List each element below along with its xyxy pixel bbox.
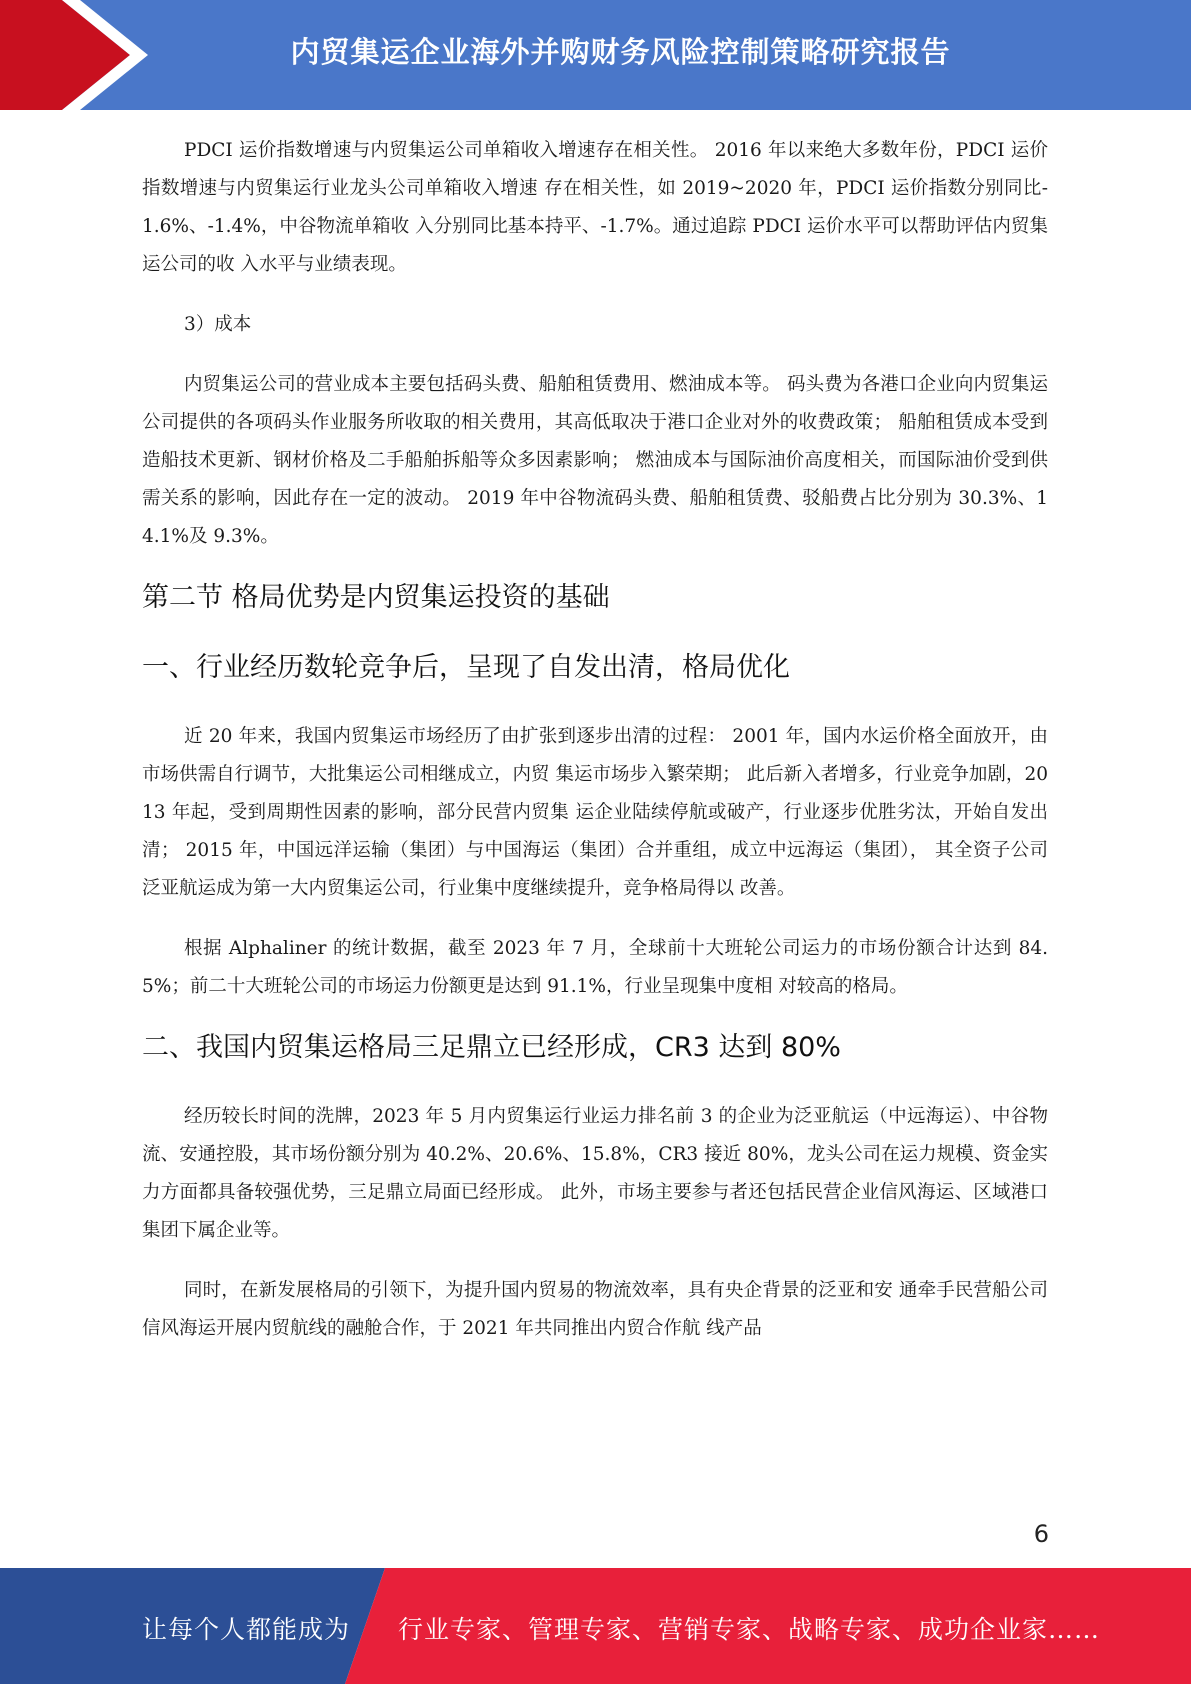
page-header — [0, 0, 1191, 110]
paragraph-cost: 内贸集运公司的营业成本主要包括码头费、船舶租赁费用、燃油成本等。 码头费为各港口企业向内贸集运公司提供的各项码头作业服务所收取的相关费用，其高低取决于港口企业对外的收费政策； 船舶租赁成本受到造船技术更新、钢材价格及二手船舶拆船等众多因素影响； 燃油成本与国际油价高度相关，而国际油价受到供需关系的影响，因此存在一定的波动。 2019 年中谷物流码头费、船舶租赁费、驳船费占比分别为 30.3%、14.1%及 9.3%。 — [142, 374, 1048, 547]
paragraph-pdci: PDCI 运价指数增速与内贸集运公司单箱收入增速存在相关性。 2016 年以来绝大多数年份，PDCI 运价指数增速与内贸集运行业龙头公司单箱收入增速 存在相关性，如 2019~2020 年，PDCI 运价指数分别同比-1.6%、-1.4%，中谷物流单箱收 入分别同比基本持平、-1.7%。通过追踪 PDCI 运价水平可以帮助评估内贸集运公司的收 入水平与业绩表现。 — [142, 140, 1048, 275]
footer-slogan-left: 让每个人都能成为 — [142, 1615, 351, 1644]
paragraph-alphaliner: 根据 Alphaliner 的统计数据，截至 2023 年 7 月，全球前十大班轮公司运力的市场份额合计达到 84.5%；前二十大班轮公司的市场运力份额更是达到 91.1%，行业呈现集中度相 对较高的格局。 — [142, 938, 1048, 997]
page-content — [142, 132, 1048, 1348]
page-footer — [0, 1568, 1191, 1684]
footer-slogan-right: 行业专家、管理专家、营销专家、战略专家、成功企业家…… — [398, 1615, 1101, 1644]
heading-two: 二、我国内贸集运格局三足鼎立已经形成，CR3 达到 80% — [142, 1032, 841, 1063]
paragraph-cooperation: 同时，在新发展格局的引领下，为提升国内贸易的物流效率，具有央企背景的泛亚和安 通牵手民营船公司信风海运开展内贸航线的融舱合作，于 2021 年共同推出内贸合作航 线产品 — [142, 1280, 1048, 1339]
paragraph-cr3: 经历较长时间的洗牌，2023 年 5 月内贸集运行业运力排名前 3 的企业为泛亚航运（中远海运）、中谷物流、安通控股，其市场份额分别为 40.2%、20.6%、15.8%，CR3 接近 80%，龙头公司在运力规模、资金实力方面都具备较强优势，三足鼎立局面已经形成。 此外，市场主要参与者还包括民营企业信风海运、区域港口集团下属企业等。 — [142, 1106, 1048, 1241]
report-title: 内贸集运企业海外并购财务风险控制策略研究报告 — [290, 35, 951, 69]
heading-one: 一、行业经历数轮竞争后，呈现了自发出清，格局优化 — [142, 652, 790, 683]
section-heading: 第二节 格局优势是内贸集运投资的基础 — [142, 582, 610, 613]
subheading-cost: 3）成本 — [184, 314, 252, 335]
page-number: 6 — [1033, 1520, 1049, 1548]
paragraph-market-history: 近 20 年来，我国内贸集运市场经历了由扩张到逐步出清的过程： 2001 年，国内水运价格全面放开，由市场供需自行调节，大批集运公司相继成立，内贸 集运市场步入繁荣期； 此后新入者增多，行业竞争加剧，2013 年起，受到周期性因素的影响，部分民营内贸集 运企业陆续停航或破产，行业逐步优胜劣汰，开始自发出清； 2015 年，中国远洋运输（集团）与中国海运（集团）合并重组，成立中远海运（集团）， 其全资子公司泛亚航运成为第一大内贸集运公司，行业集中度继续提升，竞争格局得以 改善。 — [142, 726, 1048, 899]
